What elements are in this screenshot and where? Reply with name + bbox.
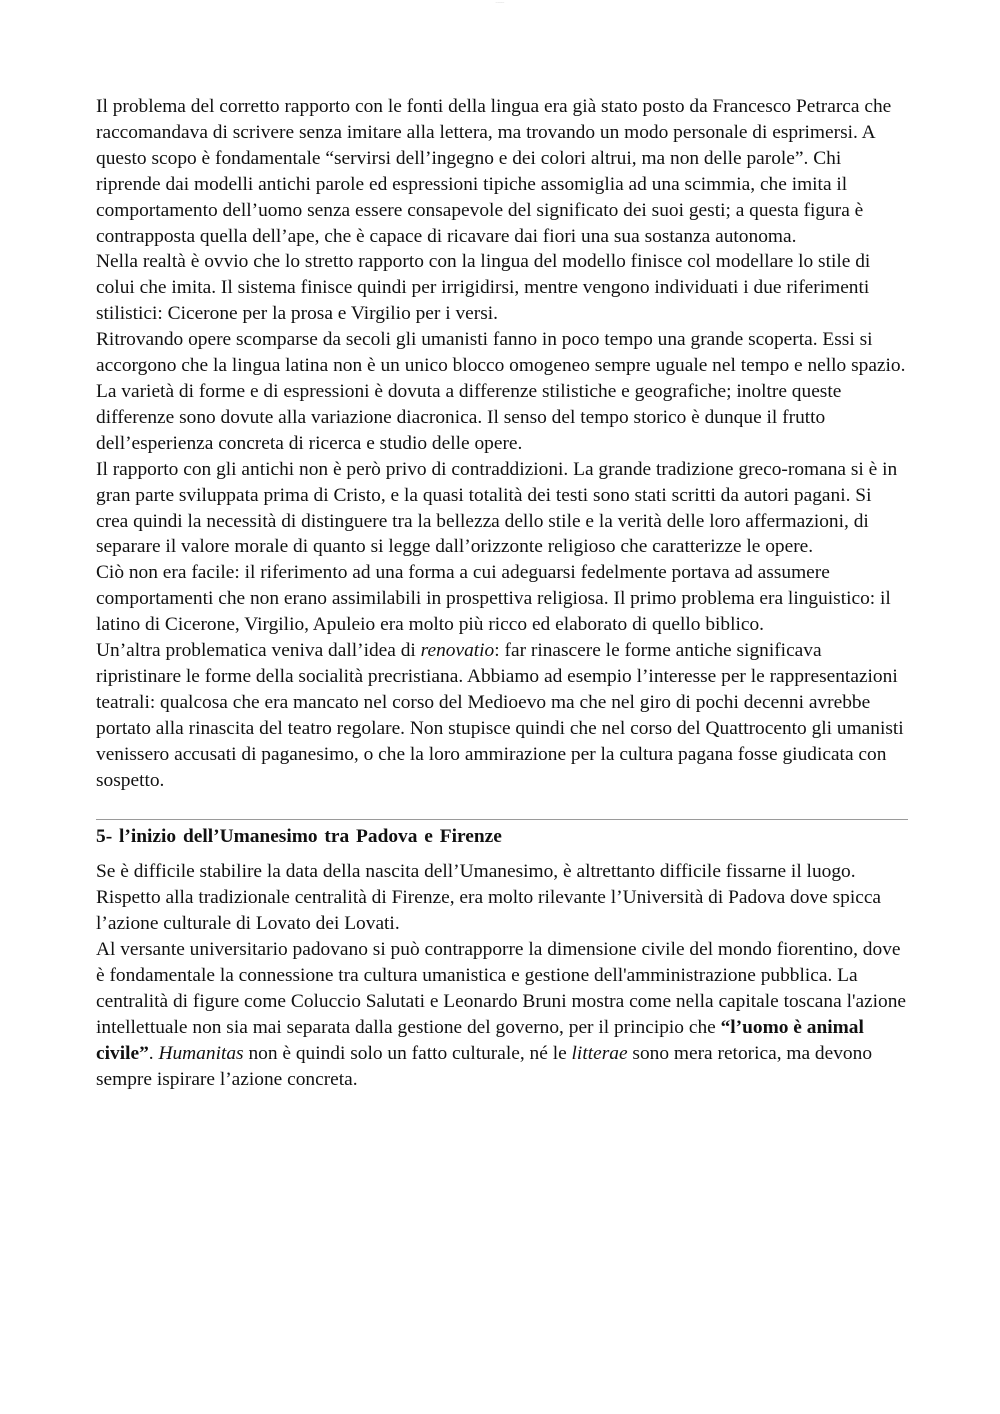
paragraph-renovatio: [96, 638, 908, 793]
paragraph-scoperta: Ritrovando opere scomparse da secoli gli umanisti fanno in poco tempo una grande scoperta. Essi si accorgono che la lingua latina non è un unico blocco omogeneo sempre uguale nel tempo e nello spazio. La varietà di forme e di espressioni è dovuta a differenze stilistiche e geografiche; inoltre queste differenze sono dovute alla variazione diacronica. Il senso del tempo storico è dunque il frutto dell’esperienza concreta di ricerca e studio delle opere.: [96, 329, 906, 454]
paragraph-firenze: [96, 937, 908, 1092]
animal-civile-quote: “l’uomo è animal civile”: [96, 1016, 864, 1064]
litterae-italic: litterae: [571, 1042, 628, 1064]
paragraph-contraddizioni: Il rapporto con gli antichi non è però privo di contraddizioni. La grande tradizione greco-romana si è in gran parte sviluppata prima di Cristo, e la quasi totalità dei testi sono stati scritti da autori pagani. Si crea quindi la necessità di distinguere tra la bellezza dello stile e la verità delle loro affermazioni, di separare il valore morale di quanto si legge dall’orizzonte religioso che caratterizze le opere.: [96, 458, 898, 558]
firenze-text-4: sono mera retorica, ma devono sempre ispirare l’azione concreta.: [96, 1042, 873, 1090]
paragraph-padova: Se è difficile stabilire la data della nascita dell’Umanesimo, è altrettanto difficile fissarne il luogo. Rispetto alla tradizionale centralità di Firenze, era molto rilevante l’Università di Padova dove spicca l’azione culturale di Lovato dei Lovati.: [96, 861, 882, 935]
renovatio-text-after: : far rinascere le forme antiche significava ripristinare le forme della socialità precristiana. Abbiamo ad esempio l’interesse per le rappresentazioni teatrali: qualcosa che era mancato nel corso del Medioevo ma che nel giro di pochi decenni avrebbe portato alla rinascita del teatro regolare. Non stupisce quindi che nel corso del Quattrocento gli umanisti venissero accusati di paganesimo, o che la loro ammirazione per la cultura pagana fosse giudicata con sospetto.: [96, 640, 904, 791]
section-heading: 5- l’inizio dell’Umanesimo tra Padova e Firenze: [96, 826, 502, 848]
section-divider: [96, 819, 908, 820]
paragraph-petrarca: Il problema del corretto rapporto con le fonti della lingua era già stato posto da Francesco Petrarca che raccomandava di scrivere senza imitare alla lettera, ma trovando un modo personale di esprimersi. A questo scopo è fondamentale “servirsi dell’ingegno e dei colori altrui, ma non delle parole”. Chi riprende dai modelli antichi parole ed espressioni tipiche assomiglia ad una scimmia, che imita il comportamento dell’uomo senza essere consapevole del significato dei suoi gesti; a questa figura è contrapposta quella dell’ape, che è capace di ricavare dai fiori una sua sostanza autonoma.: [96, 96, 892, 247]
firenze-text-1: Al versante universitario padovano si può contrapporre la dimensione civile del mondo fiorentino, dove è fondamentale la connessione tra cultura umanistica e gestione dell'amministrazione pubblica. La centralità di figure come Coluccio Salutati e Leonardo Bruni mostra come nella capitale toscana l'azione intellettuale non sia mai separata dalla gestione del governo, per il principio che: [96, 939, 907, 1038]
document-page: [96, 94, 908, 1093]
firenze-text-2: .: [148, 1042, 159, 1064]
paragraph-linguistico: Ciò non era facile: il riferimento ad una forma a cui adeguarsi fedelmente portava ad assumere comportamenti che non erano assimilabili in prospettiva religiosa. Il primo problema era linguistico: il latino di Cicerone, Virgilio, Apuleio era molto più ricco ed elaborato di quello biblico.: [96, 562, 891, 636]
page-marker: ~~~~: [495, 0, 505, 5]
firenze-text-3: non è quindi solo un fatto culturale, né le: [243, 1042, 572, 1064]
humanitas-italic: Humanitas: [158, 1042, 244, 1064]
renovatio-italic: renovatio: [420, 640, 495, 662]
renovatio-text-before: Un’altra problematica veniva dall’idea di: [96, 640, 421, 662]
paragraph-modello: Nella realtà è ovvio che lo stretto rapporto con la lingua del modello finisce col modellare lo stile di colui che imita. Il sistema finisce quindi per irrigidirsi, mentre vengono individuati i due riferimenti stilistici: Cicerone per la prosa e Virgilio per i versi.: [96, 251, 871, 325]
